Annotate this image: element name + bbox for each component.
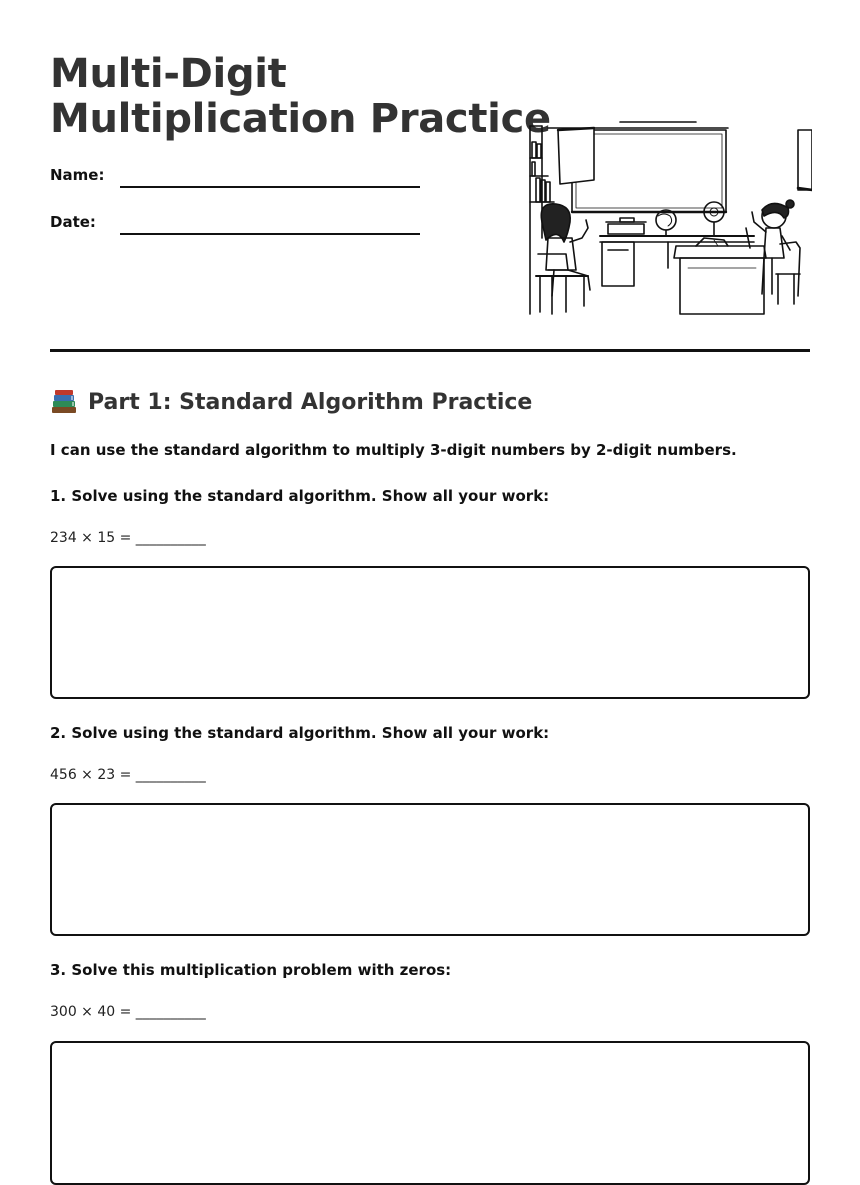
section-title-text: Part 1: Standard Algorithm Practice — [88, 389, 533, 415]
page-title — [50, 52, 551, 142]
books-icon — [50, 389, 78, 415]
section-title — [50, 389, 532, 415]
question-1-work-area[interactable] — [50, 566, 810, 699]
question-1-equation: 234 × 15 = __________ — [50, 530, 206, 546]
learning-objective: I can use the standard algorithm to multiply 3-digit numbers by 2-digit numbers. — [50, 441, 737, 459]
question-2-work-area[interactable] — [50, 803, 810, 936]
classroom-illustration — [528, 118, 812, 318]
date-field-line[interactable] — [120, 233, 420, 235]
date-label: Date: — [50, 213, 96, 231]
question-3-equation: 300 × 40 = __________ — [50, 1004, 206, 1020]
question-1-prompt: 1. Solve using the standard algorithm. Show all your work: — [50, 487, 550, 505]
header-divider — [50, 349, 810, 352]
question-3-prompt: 3. Solve this multiplication problem with zeros: — [50, 961, 452, 979]
question-2-prompt: 2. Solve using the standard algorithm. Show all your work: — [50, 724, 550, 742]
question-2-equation: 456 × 23 = __________ — [50, 767, 206, 783]
name-label: Name: — [50, 166, 105, 184]
title-line-1: Multi-Digit — [50, 51, 287, 97]
title-line-2: Multiplication Practice — [50, 96, 551, 142]
question-3-work-area[interactable] — [50, 1041, 810, 1185]
name-field-line[interactable] — [120, 186, 420, 188]
